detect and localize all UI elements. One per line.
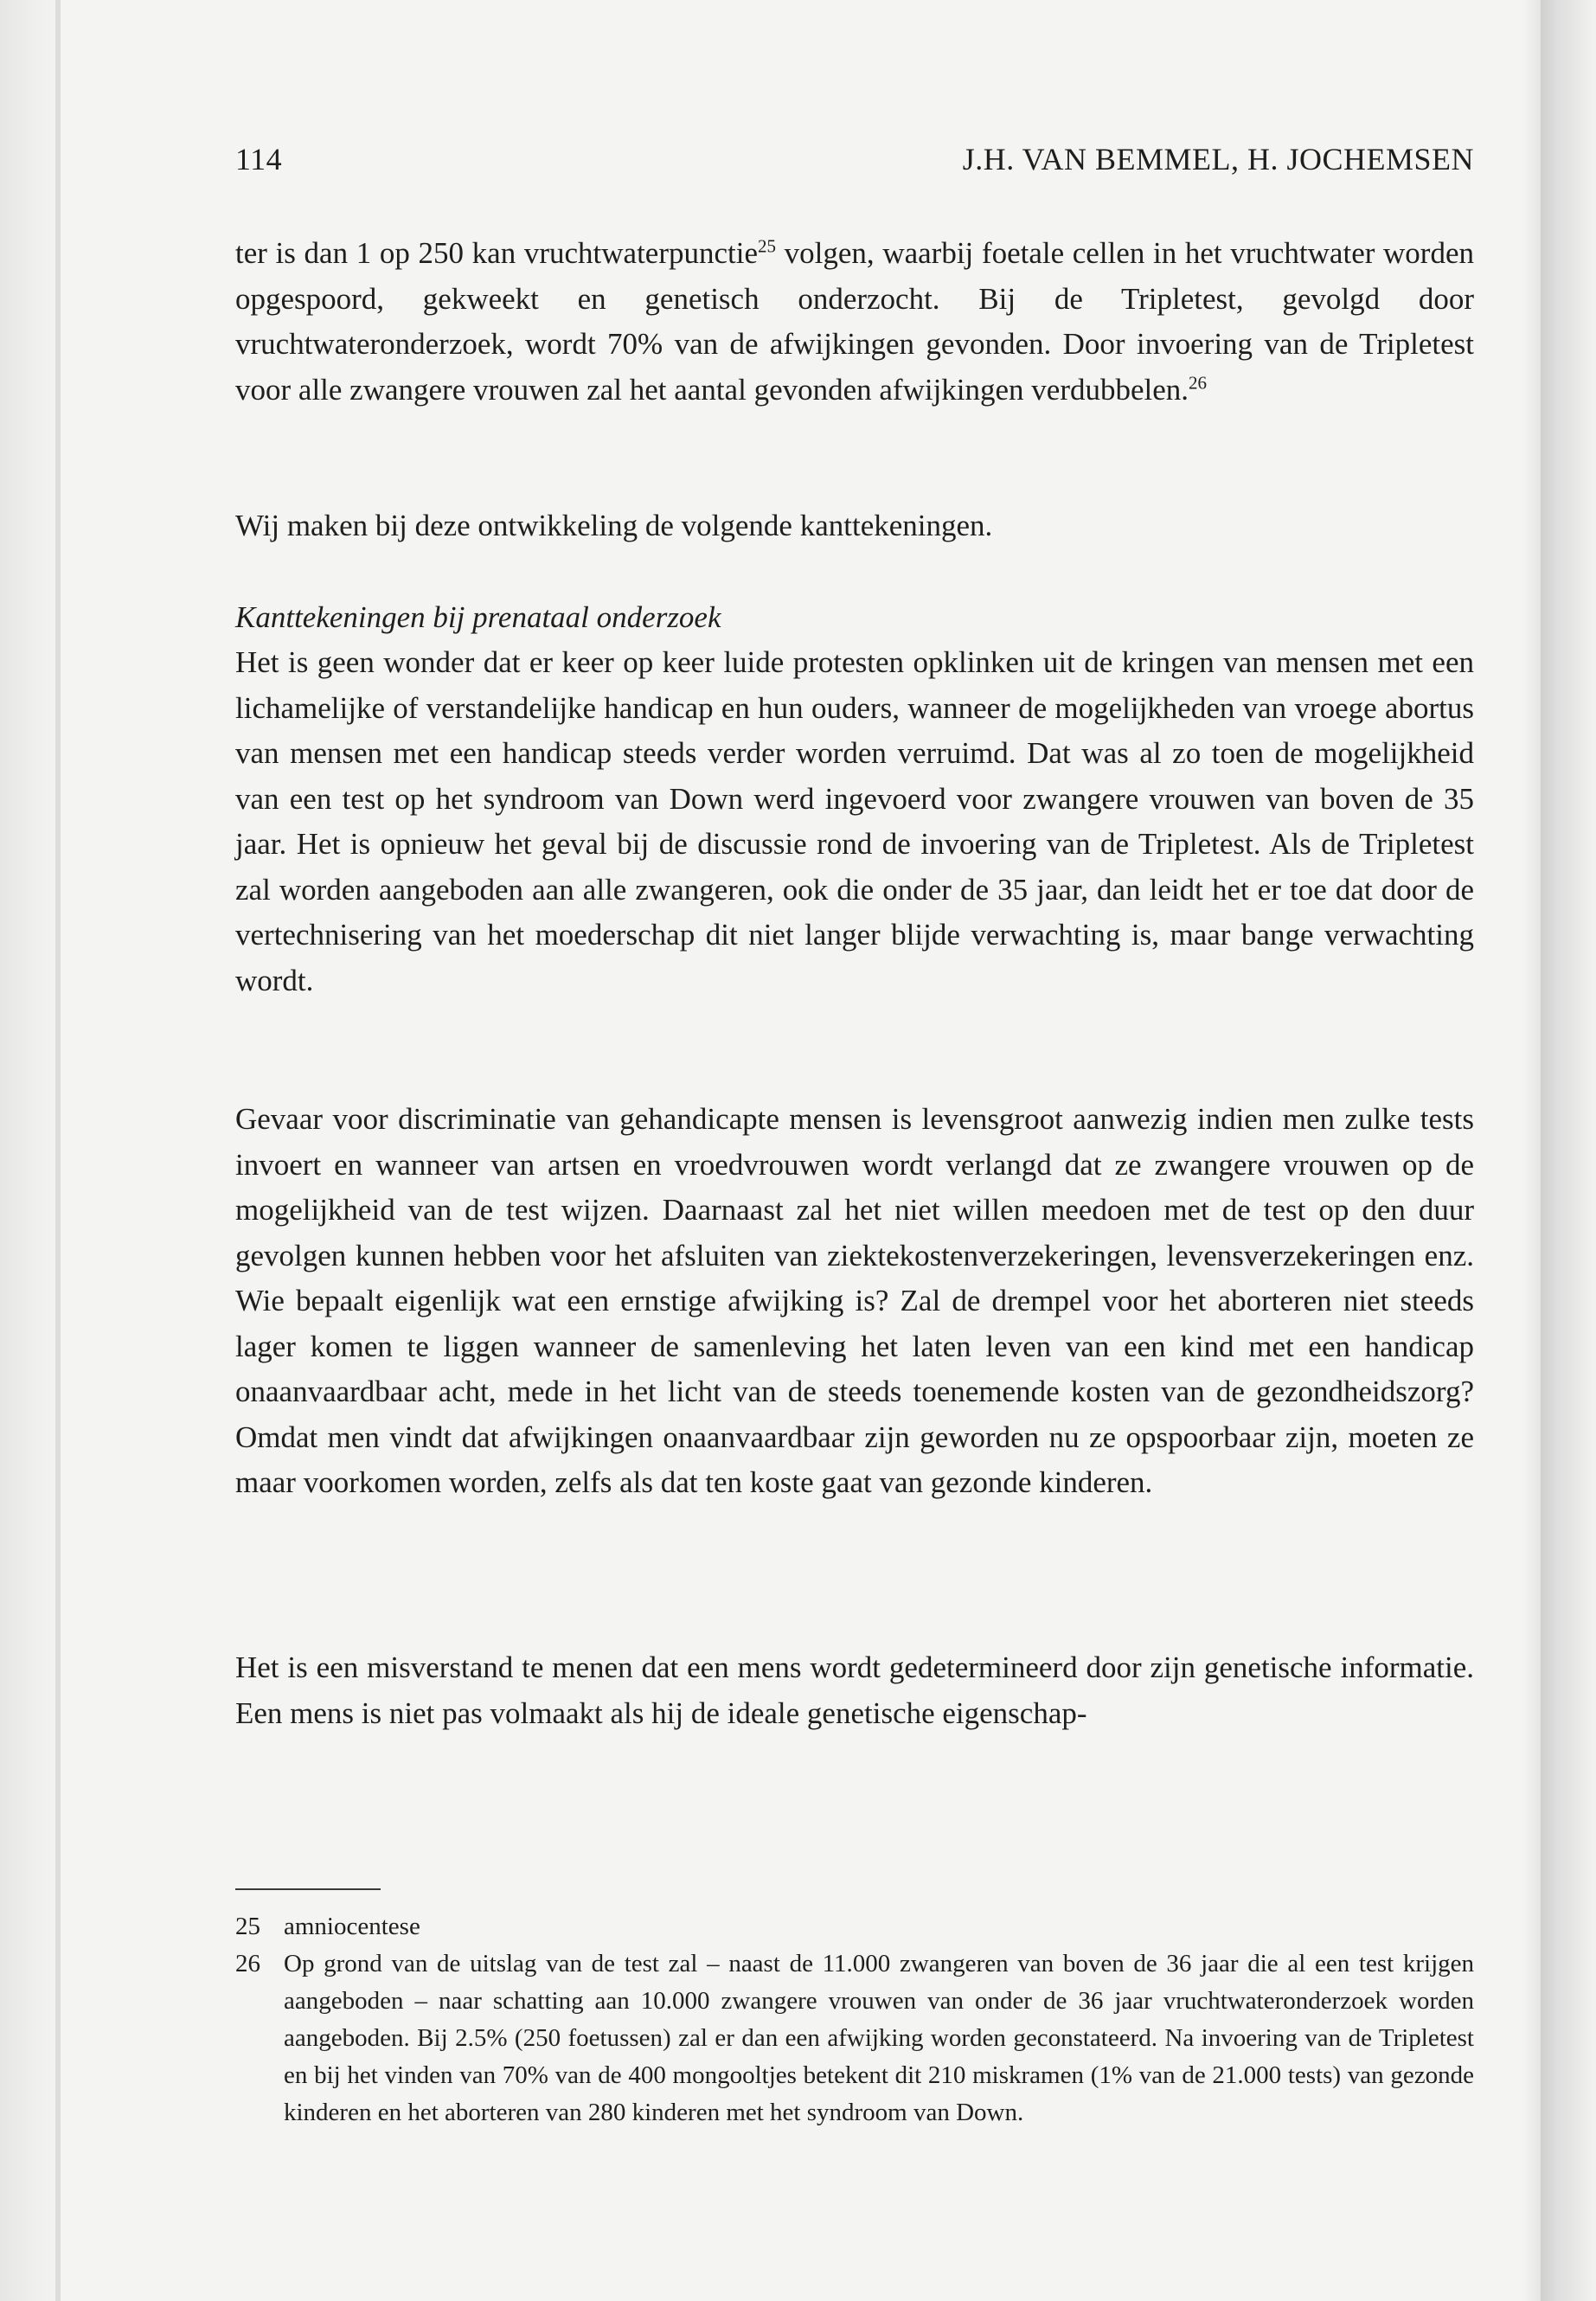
footnote-ref-25: 25 [758,235,777,257]
page-number: 114 [235,142,283,176]
paragraph-1-text-a: ter is dan 1 op 250 kan vruchtwaterpunctie [235,236,759,270]
paragraph-1-text-b: volgen, waarbij foetale cellen in het vruchtwater worden opgespoord, gekweekt en genetisch onderzocht. Bij de Tripletest, gevolgd door vruchtwateronderzoek, wordt 70% van de afwijkingen gevonden. Door invoering van de Tripletest voor alle zwangere vrouwen zal het aantal gevonden afwijkingen verdubbelen. [235,236,1474,407]
footnote-number: 26 [235,1950,260,1977]
scan-right-edge [1541,0,1596,2301]
footnote-26 [235,1945,1474,2131]
running-head: J.H. VAN BEMMEL, H. JOCHEMSEN [962,142,1474,176]
scan-left-margin [0,0,62,2301]
footnote-text: amniocentese [284,1913,420,1940]
footnote-text: Op grond van de uitslag van de test zal – naast de 11.000 zwangeren van boven de 36 jaar die al een test krijgen aangeboden – naar schatting aan 10.000 zwangere vrouwen van onder de 36 jaar vruchtwateronderzoek worden aangeboden. Bij 2.5% (250 foetussen) zal er dan een afwijking worden geconstateerd. Na invoering van de Tripletest en bij het vinden van 70% van de 400 mongooltjes betekent dit 210 miskramen (1% van de 21.000 tests) van gezonde kinderen en het aborteren van 280 kinderen met het syndroom van Down. [284,1950,1474,2126]
paragraph-4: Gevaar voor discriminatie van gehandicapte mensen is levensgroot aanwezig indien men zulke tests invoert en wanneer van artsen en vroedvrouwen wordt verlangd dat ze zwangere vrouwen op de mogelijkheid van de test wijzen. Daarnaast zal het niet willen meedoen met de test op den duur gevolgen kunnen hebben voor het afsluiten van ziektekostenverzekeringen, levensverzekeringen enz. Wie bepaalt eigenlijk wat een ernstige afwijking is? Zal de drempel voor het aborteren niet steeds lager komen te liggen wanneer de samenleving het laten leven van een kind met een handicap onaanvaardbaar acht, mede in het licht van de steeds toenemende kosten van de gezondheidszorg? Omdat men vindt dat afwijkingen onaanvaardbaar zijn geworden nu ze opspoorbaar zijn, moeten ze maar voorkomen worden, zelfs als dat ten koste gaat van gezonde kinderen. [235,1102,1474,1499]
footnote-ref-26: 26 [1189,371,1208,393]
scan-right-shadow [1522,0,1541,2301]
section-subheading: Kanttekeningen bij prenataal onderzoek [235,600,721,634]
footnote-separator [235,1888,381,1890]
paragraph-1 [235,231,1474,413]
footnote-25 [235,1908,1474,1945]
scan-binding-line [55,0,61,2301]
footnotes [235,1908,1474,2131]
paragraph-3: Het is geen wonder dat er keer op keer luide protesten opklinken uit de kringen van mensen met een lichamelijke of verstandelijke handicap en hun ouders, wanneer de mogelijkheden van vroege abortus van mensen met een handicap steeds verder worden verruimd. Dat was al zo toen de mogelijkheid van een test op het syndroom van Down werd ingevoerd voor zwangere vrouwen van boven de 35 jaar. Het is opnieuw het geval bij de discussie rond de invoering van de Tripletest. Als de Tripletest zal worden aangeboden aan alle zwangeren, ook die onder de 35 jaar, dan leidt het er toe dat door de vertechnisering van het moederschap dit niet langer blijde verwachting is, maar bange verwachting wordt. [235,645,1474,997]
footnote-number: 25 [235,1913,260,1940]
paragraph-2: Wij maken bij deze ontwikkeling de volgende kanttekeningen. [235,509,993,542]
paragraph-5: Het is een misverstand te menen dat een mens wordt gedetermineerd door zijn genetische informatie. Een mens is niet pas volmaakt als hij de ideale genetische eigenschap- [235,1650,1474,1730]
